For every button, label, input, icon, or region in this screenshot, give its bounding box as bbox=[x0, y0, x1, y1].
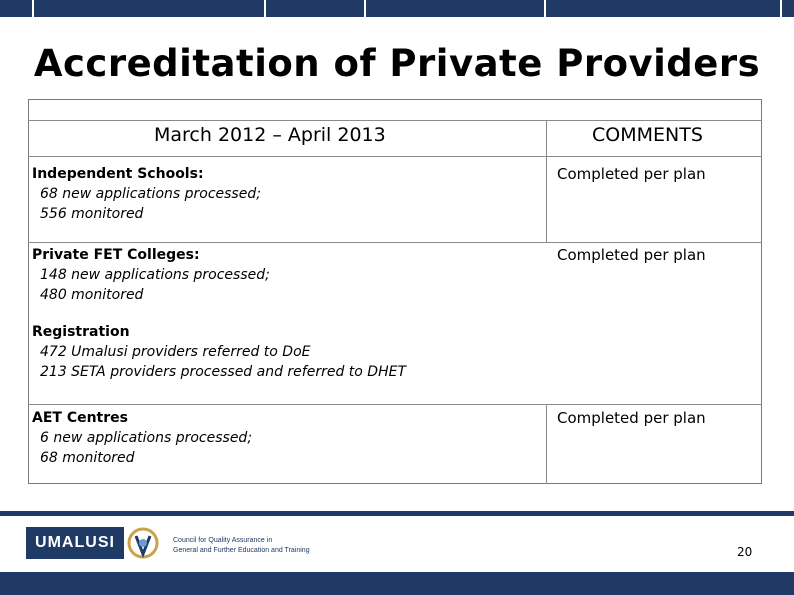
row-detail: 68 new applications processed; bbox=[40, 186, 261, 202]
row-label: Private FET Colleges: bbox=[32, 247, 200, 263]
umalusi-logo: UMALUSI bbox=[26, 527, 124, 559]
row-detail: 6 new applications processed; bbox=[40, 430, 253, 446]
page-number: 20 bbox=[737, 545, 753, 559]
table-divider bbox=[28, 120, 762, 121]
table-row bbox=[32, 322, 406, 382]
row-comment: Completed per plan bbox=[557, 246, 706, 264]
table-divider bbox=[28, 404, 762, 405]
row-detail: 480 monitored bbox=[40, 287, 144, 303]
table-row bbox=[32, 164, 261, 224]
row-detail: 68 monitored bbox=[40, 450, 135, 466]
tagline-line: Council for Quality Assurance in bbox=[173, 537, 273, 544]
row-label: Independent Schools: bbox=[32, 166, 204, 182]
column-divider bbox=[546, 120, 547, 242]
slide-title: Accreditation of Private Providers bbox=[33, 42, 761, 85]
bottom-banner bbox=[0, 572, 794, 595]
header-period: March 2012 – April 2013 bbox=[154, 124, 386, 146]
row-comment: Completed per plan bbox=[557, 165, 706, 183]
emblem-icon bbox=[126, 524, 160, 562]
footer-tagline bbox=[173, 536, 310, 556]
row-comment: Completed per plan bbox=[557, 409, 706, 427]
top-banner bbox=[0, 0, 794, 17]
row-detail: 148 new applications processed; bbox=[40, 267, 270, 283]
table-divider bbox=[28, 156, 762, 157]
table-divider bbox=[28, 242, 762, 243]
row-detail: 213 SETA providers processed and referred to DHET bbox=[40, 364, 407, 380]
tagline-line: General and Further Education and Training bbox=[173, 547, 310, 554]
footer-rule bbox=[0, 511, 794, 516]
header-comments: COMMENTS bbox=[592, 124, 703, 146]
table-row bbox=[32, 408, 252, 468]
row-label: AET Centres bbox=[32, 410, 128, 426]
row-detail: 472 Umalusi providers referred to DoE bbox=[40, 344, 311, 360]
row-detail: 556 monitored bbox=[40, 206, 144, 222]
row-label: Registration bbox=[32, 324, 130, 340]
column-divider bbox=[546, 404, 547, 484]
table-row bbox=[32, 245, 270, 305]
